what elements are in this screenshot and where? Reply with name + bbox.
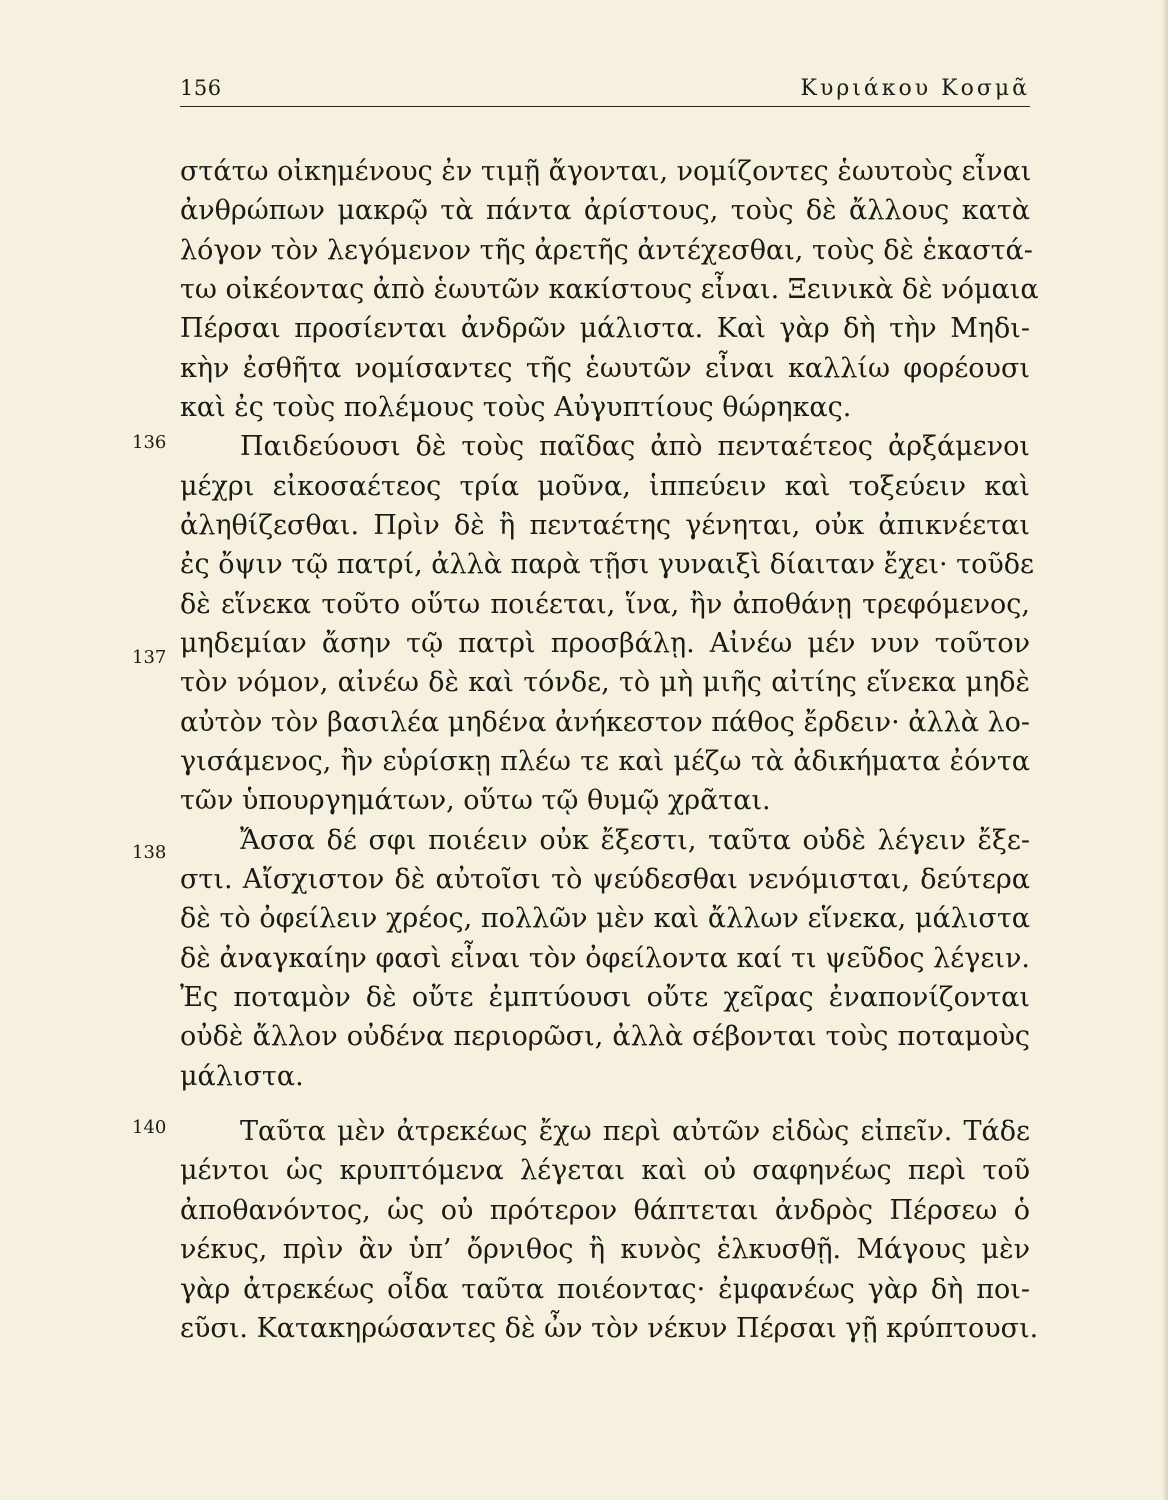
- text-line: δὲ τὸ ὀφείλειν χρέος, πολλῶν μὲν καὶ ἄλλων εἵνεκα, μάλιστα: [180, 903, 1030, 934]
- text-line: λόγον τὸν λεγόμενον τῆς ἀρετῆς ἀντέχεσθαι, τοὺς δὲ ἑκαστά-: [180, 235, 1033, 266]
- page-number: 156: [180, 76, 222, 100]
- text-line: στάτω οἰκημένους ἐν τιμῇ ἄγονται, νομίζοντες ἑωυτοὺς εἶναι: [180, 156, 1032, 187]
- text-line: νέκυς, πρὶν ἂν ὑπ’ ὄρνιθος ἢ κυνὸς ἑλκυσθῇ. Μάγους μὲν: [180, 1234, 1030, 1265]
- text-line: ἀποθανόντος, ὡς οὐ πρότερον θάπτεται ἀνδρὸς Πέρσεω ὁ: [180, 1195, 1030, 1226]
- text-line: Ταῦτα μὲν ἀτρεκέως ἔχω περὶ αὐτῶν εἰδὼς εἰπεῖν. Τάδε: [240, 1116, 1030, 1147]
- text-line: οὐδὲ ἄλλον οὐδένα περιορῶσι, ἀλλὰ σέβονται τοὺς ποταμοὺς: [180, 1021, 1030, 1052]
- text-line: τὸν νόμον, αἰνέω δὲ καὶ τόνδε, τὸ μὴ μιῆς αἰτίης εἵνεκα μηδὲ: [180, 667, 1030, 698]
- text-line: τῶν ὑπουργημάτων, οὕτω τῷ θυμῷ χρᾶται.: [180, 785, 771, 816]
- text-line: τω οἰκέοντας ἀπὸ ἑωυτῶν κακίστους εἶναι. Ξεινικὰ δὲ νόμαια: [180, 274, 1039, 305]
- text-line: Ἐς ποταμὸν δὲ οὔτε ἐμπτύουσι οὔτε χεῖρας ἐναπονίζονται: [180, 982, 1030, 1013]
- text-line: κὴν ἐσθῆτα νομίσαντες τῆς ἑωυτῶν εἶναι καλλίω φορέουσι: [180, 353, 1030, 384]
- text-line: μέντοι ὡς κρυπτόμενα λέγεται καὶ οὐ σαφηνέως περὶ τοῦ: [180, 1155, 1030, 1186]
- text-line: Παιδεύουσι δὲ τοὺς παῖδας ἀπὸ πενταέτεος ἀρξάμενοι: [240, 431, 1030, 462]
- text-line: μέχρι εἰκοσαέτεος τρία μοῦνα, ἱππεύειν καὶ τοξεύειν καὶ: [180, 471, 1030, 502]
- margin-number: 138: [132, 842, 167, 863]
- margin-number: 136: [132, 432, 167, 453]
- text-line: Πέρσαι προσίενται ἀνδρῶν μάλιστα. Καὶ γὰρ δὴ τὴν Μηδι-: [180, 313, 1030, 344]
- text-line: γισάμενος, ἢν εὑρίσκῃ πλέω τε καὶ μέζω τὰ ἀδικήματα ἐόντα: [180, 746, 1030, 777]
- text-line: δὲ εἵνεκα τοῦτο οὕτω ποιέεται, ἵνα, ἢν ἀποθάνῃ τρεφόμενος,: [180, 589, 1030, 620]
- margin-number: 140: [132, 1117, 167, 1138]
- text-line: ἀνθρώπων μακρῷ τὰ πάντα ἀρίστους, τοὺς δὲ ἄλλους κατὰ: [180, 195, 1030, 226]
- text-line: μηδεμίαν ἄσην τῷ πατρὶ προσβάλῃ. Αἰνέω μέν νυν τοῦτον: [180, 628, 1030, 659]
- margin-number: 137: [132, 647, 167, 668]
- text-line: στι. Αἴσχιστον δὲ αὐτοῖσι τὸ ψεύδεσθαι νενόμισται, δεύτερα: [180, 864, 1030, 895]
- text-line: δὲ ἀναγκαίην φασὶ εἶναι τὸν ὀφείλοντα καί τι ψεῦδος λέγειν.: [180, 943, 1030, 974]
- text-line: γὰρ ἀτρεκέως οἶδα ταῦτα ποιέοντας· ἐμφανέως γὰρ δὴ ποι-: [180, 1274, 1030, 1305]
- running-title: Κυριάκου Κοσμᾶ: [800, 76, 1030, 101]
- text-line: καὶ ἐς τοὺς πολέμους τοὺς Αὐγυπτίους θώρηκας.: [180, 392, 852, 423]
- text-line: Ἄσσα δέ σφι ποιέειν οὐκ ἔξεστι, ταῦτα οὐδὲ λέγειν ἔξε-: [240, 825, 1030, 856]
- text-line: μάλιστα.: [180, 1061, 304, 1092]
- text-line: εῦσι. Κατακηρώσαντες δὲ ὦν τὸν νέκυν Πέρσαι γῇ κρύπτουσι.: [180, 1313, 1039, 1344]
- text-line: ἀληθίζεσθαι. Πρὶν δὲ ἢ πενταέτης γένηται, οὐκ ἀπικνέεται: [180, 510, 1030, 541]
- text-line: ἐς ὄψιν τῷ πατρί, ἀλλὰ παρὰ τῇσι γυναιξὶ δίαιταν ἔχει· τοῦδε: [180, 549, 1035, 580]
- text-line: αὐτὸν τὸν βασιλέα μηδένα ἀνήκεστον πάθος ἔρδειν· ἀλλὰ λο-: [180, 707, 1031, 738]
